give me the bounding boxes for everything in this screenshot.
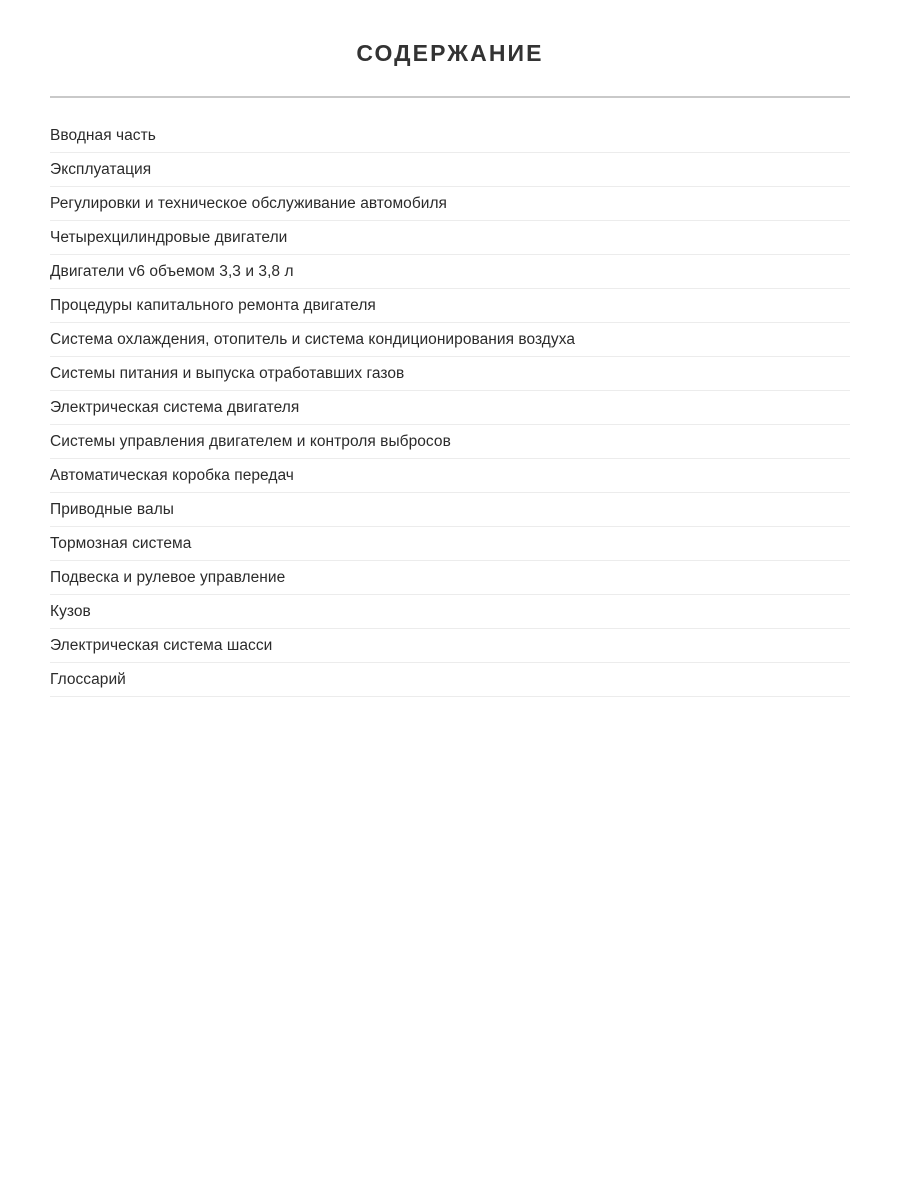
toc-entry-label: Кузов xyxy=(50,603,91,620)
toc-entry-label: Вводная часть xyxy=(50,127,156,144)
toc-entry[interactable] xyxy=(50,357,850,391)
toc-entry[interactable] xyxy=(50,119,850,153)
toc-entry[interactable] xyxy=(50,187,850,221)
toc-entry[interactable] xyxy=(50,323,850,357)
toc-entry-label: Автоматическая коробка передач xyxy=(50,467,294,484)
toc-entry-label: Системы управления двигателем и контроля выбросов xyxy=(50,433,451,450)
toc-entry-label: Двигатели v6 объемом 3,3 и 3,8 л xyxy=(50,263,294,280)
toc-entry-label: Приводные валы xyxy=(50,501,174,518)
page-title: СОДЕРЖАНИЕ xyxy=(356,40,544,66)
toc-entry-label: Система охлаждения, отопитель и система кондиционирования воздуха xyxy=(50,331,575,348)
toc-entry-label: Четырехцилиндровые двигатели xyxy=(50,229,288,246)
toc-entry[interactable] xyxy=(50,459,850,493)
toc-entry[interactable] xyxy=(50,153,850,187)
toc-entry[interactable] xyxy=(50,493,850,527)
toc-entry[interactable] xyxy=(50,561,850,595)
title-divider-rule xyxy=(50,96,850,98)
toc-entry[interactable] xyxy=(50,255,850,289)
table-of-contents-list xyxy=(50,119,850,697)
toc-entry[interactable] xyxy=(50,391,850,425)
toc-entry-label: Электрическая система шасси xyxy=(50,637,273,654)
toc-entry[interactable] xyxy=(50,663,850,697)
toc-entry-label: Регулировки и техническое обслуживание автомобиля xyxy=(50,195,448,212)
toc-entry-label: Электрическая система двигателя xyxy=(50,399,300,416)
toc-entry-label: Тормозная система xyxy=(50,535,192,552)
toc-entry[interactable] xyxy=(50,595,850,629)
toc-entry[interactable] xyxy=(50,221,850,255)
toc-entry[interactable] xyxy=(50,527,850,561)
toc-entry-label: Эксплуатация xyxy=(50,161,152,178)
toc-entry[interactable] xyxy=(50,629,850,663)
toc-entry-label: Глоссарий xyxy=(50,671,126,688)
toc-entry[interactable] xyxy=(50,425,850,459)
toc-entry-label: Подвеска и рулевое управление xyxy=(50,569,286,586)
toc-entry[interactable] xyxy=(50,289,850,323)
toc-entry-label: Процедуры капитального ремонта двигателя xyxy=(50,297,376,314)
toc-entry-label: Системы питания и выпуска отработавших газов xyxy=(50,365,405,382)
